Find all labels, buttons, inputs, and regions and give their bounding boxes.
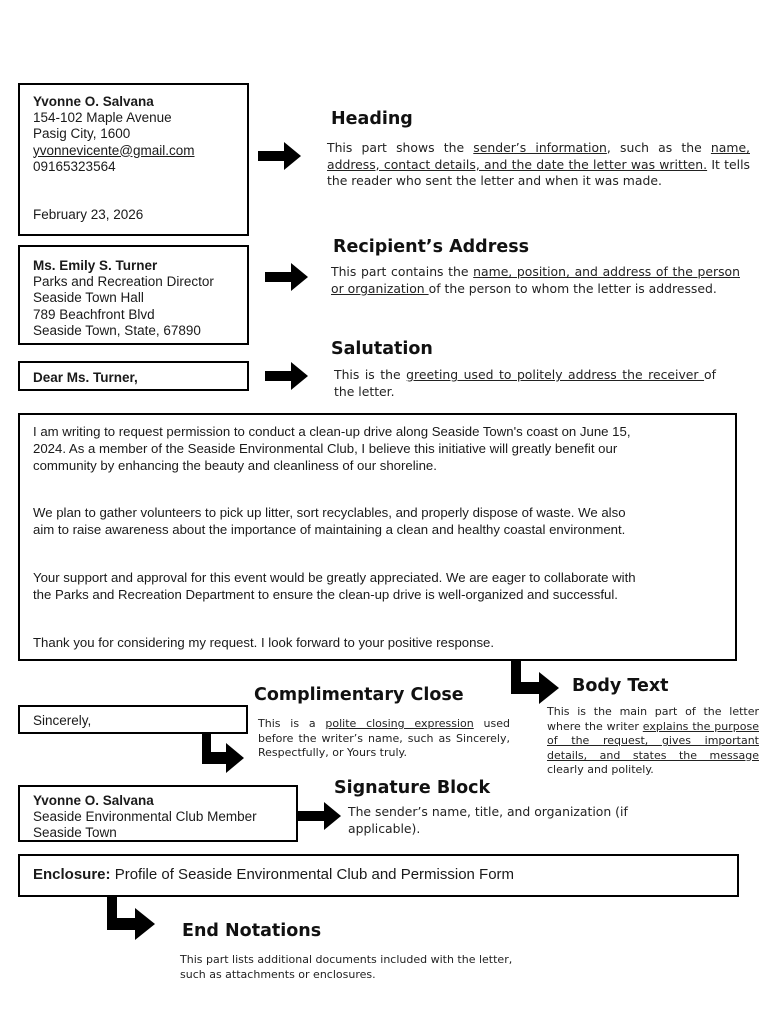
body-paragraph-2: We plan to gather volunteers to pick up litter, sort recyclables, and properly dispose of waste. We also aim to raise awareness about the importance of maintaining a clean and healthy coastal environment. xyxy=(33,505,626,537)
signature-block-title: Signature Block xyxy=(334,778,491,798)
bent-arrow-icon xyxy=(105,896,157,940)
recipient-street: 789 Beachfront Blvd xyxy=(33,306,155,322)
enclosure-line xyxy=(33,867,737,883)
salutation-description: This is the greeting used to politely address the receiver of the letter. xyxy=(334,367,716,399)
recipient-description: This part contains the name, position, and address of the person or organization of the person to whom the letter is addressed. xyxy=(331,264,740,296)
arrow-right-icon xyxy=(265,263,309,291)
arrow-right-icon xyxy=(265,362,309,390)
signature-box xyxy=(18,785,298,842)
end-notations-title: End Notations xyxy=(182,921,322,941)
signature-title: Seaside Environmental Club Member xyxy=(33,809,257,825)
salutation-title: Salutation xyxy=(331,339,433,359)
body-text-description: This is the main part of the letter where the writer explains the purpose of the request, gives important details, and states the message clearly and politely. xyxy=(547,705,759,777)
recipient-box xyxy=(18,245,249,345)
signature-place: Seaside Town xyxy=(33,825,117,841)
arrow-right-icon xyxy=(258,142,302,170)
enclosure-text: Profile of Seaside Environmental Club and Permission Form xyxy=(110,866,515,883)
salutation-box xyxy=(18,361,249,391)
body-text-title: Body Text xyxy=(572,676,669,696)
recipient-position: Parks and Recreation Director xyxy=(33,274,214,290)
closing-box xyxy=(18,705,248,734)
sender-name: Yvonne O. Salvana xyxy=(33,94,154,109)
sender-city: Pasig City, 1600 xyxy=(33,126,131,142)
recipient-city: Seaside Town, State, 67890 xyxy=(33,322,201,338)
body-paragraph-4: Thank you for considering my request. I look forward to your positive response. xyxy=(33,635,495,650)
complimentary-close-description: This is a polite closing expression used before the writer’s name, such as Sincerely, Respectfully, or Yours truly. xyxy=(258,717,511,760)
sender-phone: 09165323564 xyxy=(33,158,116,174)
recipient-org: Seaside Town Hall xyxy=(33,290,144,306)
closing-text: Sincerely, xyxy=(33,713,92,728)
heading-box xyxy=(18,83,249,236)
letter-date: February 23, 2026 xyxy=(33,207,144,223)
recipient-name: Ms. Emily S. Turner xyxy=(33,258,158,273)
bent-arrow-icon xyxy=(509,660,561,704)
salutation-text: Dear Ms. Turner, xyxy=(33,370,138,385)
recipient-title: Recipient’s Address xyxy=(333,237,530,257)
signature-name: Yvonne O. Salvana xyxy=(33,793,154,808)
body-paragraph-3: Your support and approval for this event would be greatly appreciated. We are eager to collaborate with the Parks and Recreation Department to ensure the clean-up drive is well-organized and successful. xyxy=(33,570,636,602)
heading-description: This part shows the sender’s information, such as the name, address, contact details, and the date the letter was written. It tells the reader who sent the letter and when it was made. xyxy=(327,140,750,188)
enclosure-label: Enclosure: xyxy=(33,866,111,883)
complimentary-close-title: Complimentary Close xyxy=(254,685,464,705)
sender-email: yvonnevicente@gmail.com xyxy=(33,142,195,158)
heading-title: Heading xyxy=(331,109,413,129)
bent-arrow-icon xyxy=(200,733,246,773)
body-paragraph-1: I am writing to request permission to conduct a clean-up drive along Seaside Town's coast on June 15, 2024. As a member of the Seaside Environmental Club, I believe this initiative will greatly benefit our community by enhancing the beauty and cleanliness of our shoreline. xyxy=(33,424,631,473)
signature-block-description: The sender’s name, title, and organization (if applicable). xyxy=(348,804,628,836)
sender-street: 154-102 Maple Avenue xyxy=(33,110,172,126)
arrow-right-icon xyxy=(298,802,342,830)
enclosure-box xyxy=(18,854,739,897)
body-box xyxy=(18,413,737,661)
end-notations-description: This part lists additional documents included with the letter, such as attachments or enclosures. xyxy=(180,953,513,981)
